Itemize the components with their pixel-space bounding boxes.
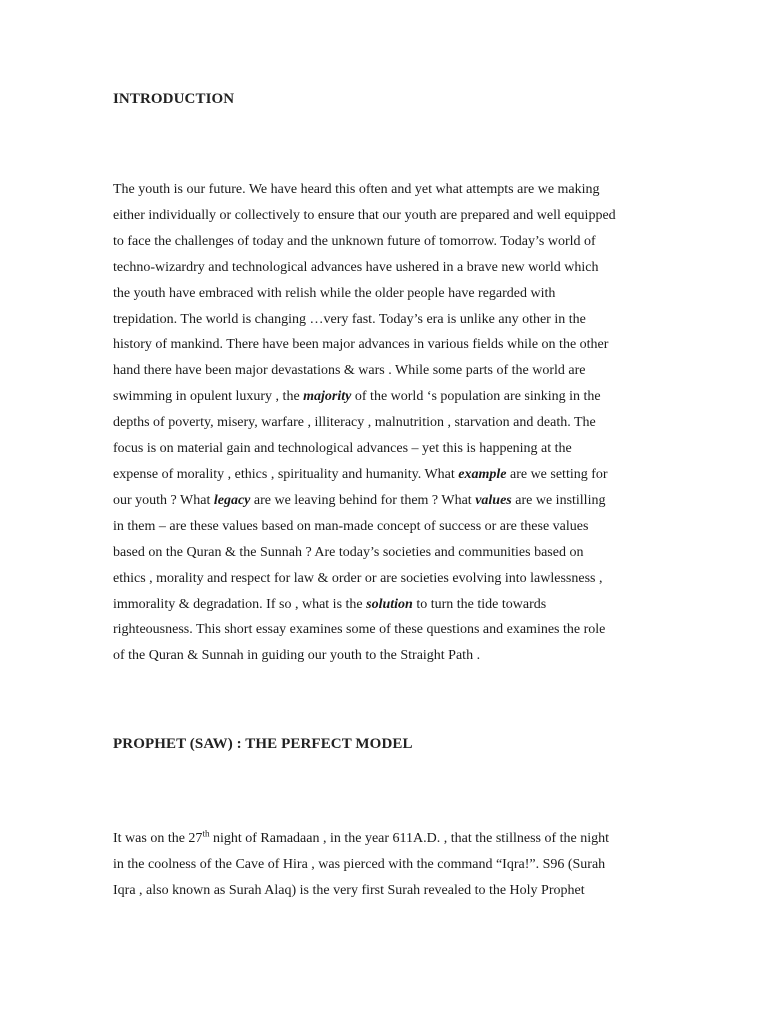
text-segment: the youth have embraced with relish while the older people have regarded with	[113, 285, 556, 301]
text-line	[113, 852, 658, 878]
text-segment: immorality & degradation. If so , what is the	[113, 596, 367, 612]
section-heading-introduction: INTRODUCTION	[113, 91, 235, 107]
emphasized-word: example	[458, 466, 507, 482]
text-segment: hand there have been major devastations & wars . While some parts of the world are	[113, 363, 586, 379]
superscript: th	[202, 828, 210, 839]
text-segment: are we instilling	[511, 492, 606, 508]
text-line	[113, 229, 658, 255]
text-line	[113, 177, 658, 203]
text-line	[113, 332, 658, 358]
text-line	[113, 384, 658, 410]
text-segment: to face the challenges of today and the unknown future of tomorrow. Today’s world of	[113, 233, 596, 249]
text-segment: focus is on material gain and technological advances – yet this is happening at the	[113, 441, 572, 457]
text-segment: Iqra , also known as Surah Alaq) is the very first Surah revealed to the Holy Prophet	[113, 882, 585, 898]
text-line	[113, 358, 658, 384]
text-segment: are we setting for	[506, 466, 608, 482]
text-line	[113, 410, 658, 436]
text-line	[113, 826, 658, 852]
section-heading-prophet: PROPHET (SAW) : THE PERFECT MODEL	[113, 736, 413, 752]
text-line	[113, 592, 658, 618]
text-segment: ethics , morality and respect for law & order or are societies evolving into lawlessness ,	[113, 570, 603, 586]
introduction-paragraph	[113, 177, 658, 669]
text-segment: to turn the tide towards	[412, 596, 547, 612]
text-line	[113, 203, 658, 229]
prophet-paragraph	[113, 826, 658, 904]
emphasized-word: solution	[366, 596, 413, 612]
text-segment: based on the Quran & the Sunnah ? Are today’s societies and communities based on	[113, 544, 584, 560]
text-line	[113, 566, 658, 592]
text-segment: of the world ‘s population are sinking in the	[351, 389, 601, 405]
text-segment: The youth is our future. We have heard this often and yet what attempts are we making	[113, 182, 600, 197]
text-segment: righteousness. This short essay examines some of these questions and examines the role	[113, 622, 606, 638]
text-segment: depths of poverty, misery, warfare , illiteracy , malnutrition , starvation and death. The	[113, 415, 596, 431]
text-segment: in them – are these values based on man-made concept of success or are these values	[113, 518, 589, 534]
text-segment: night of Ramadaan , in the year 611A.D. , that the stillness of the night	[209, 831, 610, 846]
text-segment: swimming in opulent luxury , the	[113, 389, 304, 405]
text-line	[113, 255, 658, 281]
text-line	[113, 436, 658, 462]
text-segment: It was on the 27	[113, 831, 203, 846]
text-segment: are we leaving behind for them ? What	[250, 492, 476, 508]
text-line	[113, 281, 658, 307]
emphasized-word: majority	[303, 389, 352, 405]
text-segment: expense of morality , ethics , spirituality and humanity. What	[113, 466, 459, 482]
text-line	[113, 617, 658, 643]
text-line	[113, 643, 658, 669]
text-segment: our youth ? What	[113, 492, 214, 508]
emphasized-word: values	[475, 492, 512, 508]
text-segment: history of mankind. There have been major advances in various fields while on the other	[113, 337, 609, 353]
text-line	[113, 488, 658, 514]
text-line	[113, 462, 658, 488]
text-line	[113, 540, 658, 566]
text-segment: techno-wizardry and technological advances have ushered in a brave new world which	[113, 259, 599, 275]
text-segment: in the coolness of the Cave of Hira , was pierced with the command “Iqra!”. S96 (Surah	[113, 856, 606, 872]
text-line	[113, 878, 658, 904]
text-segment: of the Quran & Sunnah in guiding our youth to the Straight Path .	[113, 648, 481, 664]
text-segment: either individually or collectively to ensure that our youth are prepared and well equipped	[113, 207, 616, 223]
text-line	[113, 514, 658, 540]
text-segment: trepidation. The world is changing …very fast. Today’s era is unlike any other in the	[113, 311, 586, 327]
text-line	[113, 307, 658, 333]
emphasized-word: legacy	[213, 492, 251, 508]
